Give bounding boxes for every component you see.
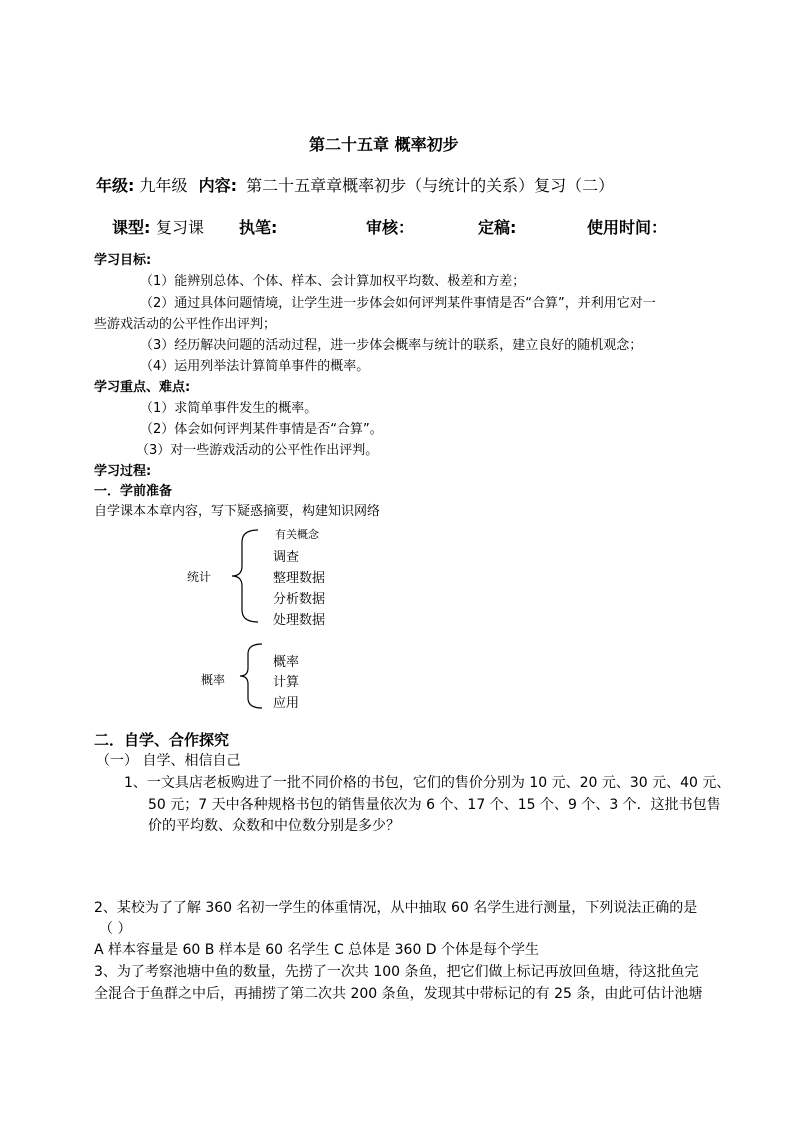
key-point-item: （3）对一些游戏活动的公平性作出评判。 <box>136 443 379 458</box>
section2-heading: 二．自学、合作探究 <box>94 731 230 749</box>
stats-item: 整理数据 <box>273 571 326 586</box>
course-type-label: 课型: <box>112 218 151 237</box>
key-points-heading: 学习重点、难点: <box>94 380 191 395</box>
prob-item: 应用 <box>273 696 300 711</box>
section1-intro: 自学课本本章内容，写下疑惑摘要，构建知识网络 <box>94 504 381 519</box>
question-2-options: A 样本容量是 60 B 样本是 60 名学生 C 总体是 360 D 个体是每个学生 <box>94 942 540 958</box>
question-1-line: 价的平均数、众数和中位数分别是多少？ <box>148 818 400 834</box>
question-3-line: 全混合于鱼群之中后，再捕捞了第二次共 200 条鱼，发现其中带标记的有 25 条，由此可估计池塘 <box>94 986 703 1002</box>
key-point-item: （1）求简单事件发生的概率。 <box>140 401 318 416</box>
content-value: 第二十五章章概率初步（与统计的关系）复习（二） <box>246 176 615 195</box>
content-label: 内容: <box>198 176 238 195</box>
grade-label: 年级: <box>96 176 135 195</box>
course-type <box>112 215 204 238</box>
stats-item: 调查 <box>273 550 300 565</box>
question-2-answer-blank: （ ） <box>99 921 132 937</box>
page-title: 第二十五章 概率初步 <box>309 135 459 154</box>
question-1-line: 1、一文具店老板购进了一批不同价格的书包，它们的售价分别为 10 元、20 元、30 元、40 元、 <box>124 775 731 791</box>
prob-brace-icon <box>236 642 270 710</box>
stats-item: 分析数据 <box>273 592 326 607</box>
goals-heading: 学习目标: <box>94 253 152 268</box>
question-1-line: 50 元；7 天中各种规格书包的销售量依次为 6 个、17 个、15 个、9 个、3 个．这批书包售 <box>148 797 721 813</box>
process-heading: 学习过程: <box>94 464 152 479</box>
prob-item: 计算 <box>273 675 300 690</box>
section1-heading: 一．学前准备 <box>94 484 173 499</box>
review-label: 审核： <box>366 218 415 237</box>
goal-item: （1）能辨别总体、个体、样本、会计算加权平均数、极差和方差； <box>140 274 526 289</box>
prob-label: 概率 <box>201 673 226 687</box>
goal-item: （3）经历解决问题的活动过程，进一步体会概率与统计的联系，建立良好的随机观念； <box>140 338 643 353</box>
grade-value: 九年级 <box>139 176 188 195</box>
time-label: 使用时间： <box>587 218 668 237</box>
goal-item: （2）通过具体问题情境，让学生进一步体会如何评判某件事情是否“合算”，并利用它对一 <box>140 296 656 311</box>
final-label: 定稿: <box>478 218 517 237</box>
stats-label: 统计 <box>187 570 212 584</box>
key-point-item: （2）体会如何评判某件事情是否“合算”。 <box>140 422 383 437</box>
stats-brace-icon <box>228 528 268 624</box>
writer-label: 执笔: <box>239 218 278 237</box>
info-row <box>96 173 614 196</box>
goal-item: （4）运用列举法计算简单事件的概率。 <box>140 359 370 374</box>
question-2-line: 2、某校为了了解 360 名初一学生的体重情况，从中抽取 60 名学生进行测量，下列说法正确的是 <box>94 900 698 916</box>
goal-item: 些游戏活动的公平性作出评判； <box>94 317 277 332</box>
course-type-value: 复习课 <box>155 218 204 237</box>
stats-item: 处理数据 <box>273 613 326 628</box>
section2-subheading: （一） 自学、相信自己 <box>96 753 241 769</box>
prob-item: 概率 <box>273 655 300 670</box>
stats-item: 有关概念 <box>275 528 319 541</box>
question-3-line: 3、为了考察池塘中鱼的数量，先捞了一次共 100 条鱼，把它们做上标记再放回鱼塘，待这批鱼完 <box>94 964 699 980</box>
